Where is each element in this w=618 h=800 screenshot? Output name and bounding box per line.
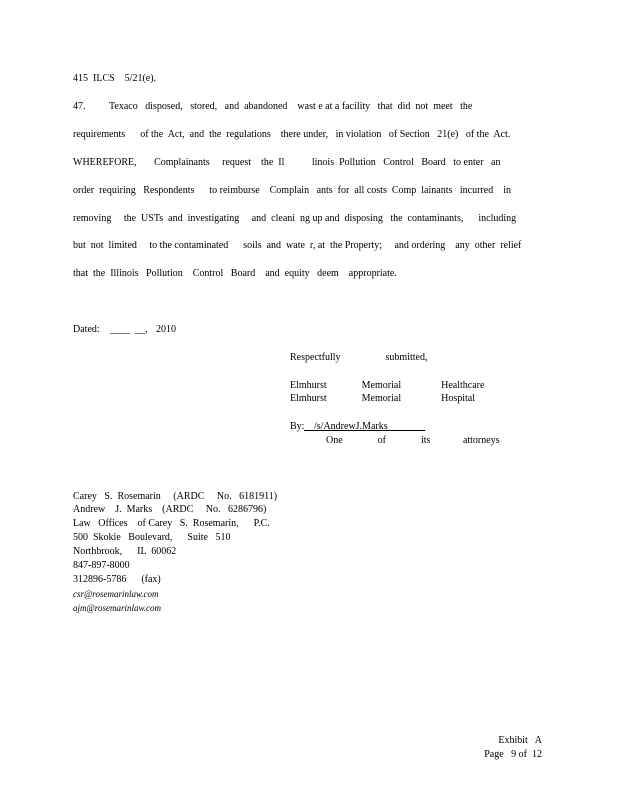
email-link-csr[interactable]: csr@rosemarinlaw.com <box>73 589 159 599</box>
signature-role: One of its attorneys <box>326 435 500 446</box>
firm-line-1: Elmhurst Memorial Healthcare <box>290 380 485 391</box>
email-link-ajm[interactable]: ajm@rosemarinlaw.com <box>73 603 162 613</box>
wherefore-line-4: but not limited to the contaminated soils and wate r, at the Property; and ordering any other relief <box>73 240 522 251</box>
signature-line: __/s/AndrewJ.Marks <box>304 421 426 432</box>
exhibit-label: Exhibit A <box>498 735 542 746</box>
wherefore-line-3: removing the USTs and investigating and cleani ng up and disposing the contaminants, including <box>73 213 517 224</box>
attorney-phone: 847-897-8000 <box>73 560 130 571</box>
attorney-fax: 312896-5786 (fax) <box>73 574 161 585</box>
dated-year: 2010 <box>156 324 176 335</box>
attorney-line-2: Andrew J. Marks (ARDC No. 6286796) <box>73 504 267 515</box>
wherefore-line-2: order requiring Respondents to reimburse Complain ants for all costs Comp lainants incurred in <box>73 185 511 196</box>
attorney-line-1: Carey S. Rosemarin (ARDC No. 6181911) <box>73 491 278 502</box>
wherefore-line-1: WHEREFORE, Complainants request the Il linois Pollution Control Board to enter an <box>73 157 501 168</box>
paragraph-number: 47. <box>73 101 86 112</box>
citation-line: 415 ILCS 5/21(e). <box>73 73 157 84</box>
paragraph-47-line-1: Texaco disposed, stored, and abandoned wast e at a facility that did not meet the <box>109 101 473 112</box>
attorney-line-5: Northbrook, IL 60062 <box>73 546 177 557</box>
attorney-line-3: Law Offices of Carey S. Rosemarin, P.C. <box>73 518 270 529</box>
wherefore-line-5: that the Illinois Pollution Control Board and equity deem appropriate. <box>73 268 397 279</box>
by-label: By: <box>290 421 305 432</box>
firm-line-2: Elmhurst Memorial Hospital <box>290 393 475 404</box>
attorney-line-4: 500 Skokie Boulevard, Suite 510 <box>73 532 231 543</box>
dated-blank: ____ __, <box>110 324 148 335</box>
page-number: Page 9 of 12 <box>484 749 542 760</box>
paragraph-47-line-2: requirements of the Act, and the regulations there under, in violation of Section 21(e) of the Act. <box>73 129 511 140</box>
dated-label: Dated: <box>73 324 100 335</box>
signature-closing: Respectfully submitted, <box>290 352 428 363</box>
